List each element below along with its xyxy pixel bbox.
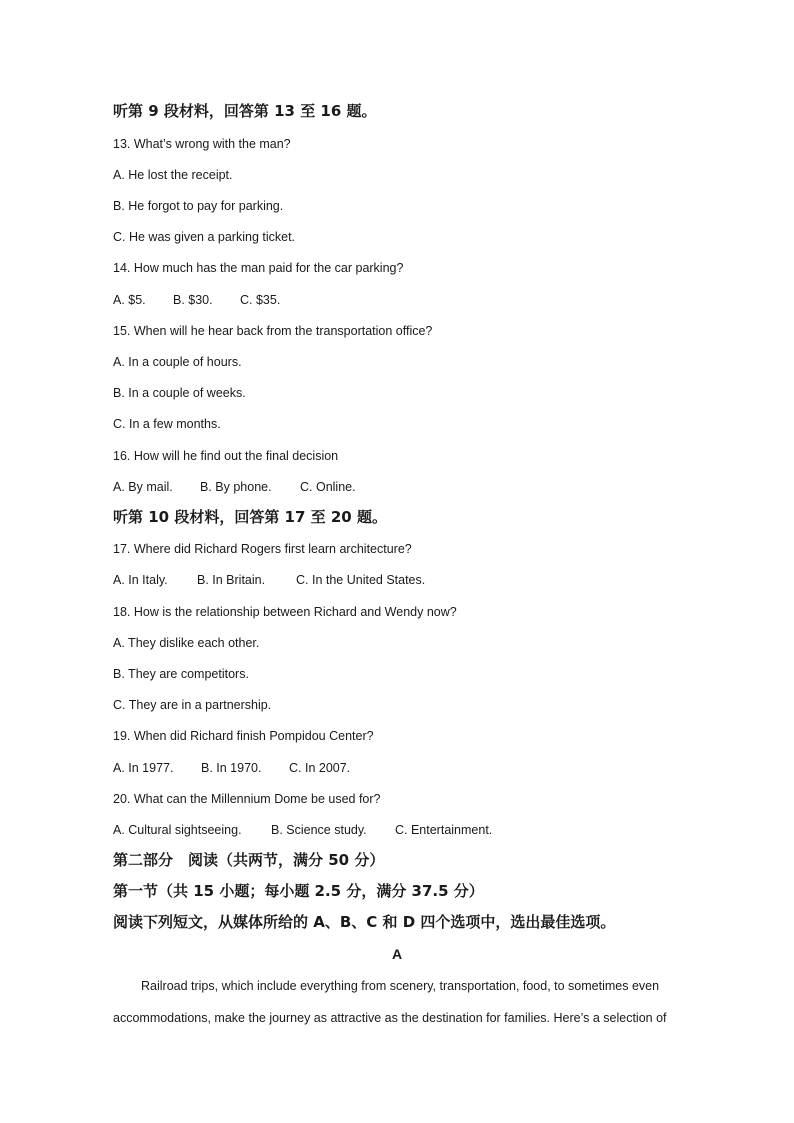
section-heading-10: 听第 10 段材料，回答第 17 至 20 题。 [113, 508, 387, 526]
options-14 [113, 292, 280, 308]
reading-instruction: 阅读下列短文，从媒体所给的 A、B、C 和 D 四个选项中，选出最佳选项。 [113, 913, 616, 931]
option-20b: B. Science study. [271, 823, 367, 837]
option-16a: A. By mail. [113, 480, 173, 494]
options-17 [113, 572, 425, 588]
part-two-title: 第二部分 阅读（共两节，满分 50 分） [113, 851, 385, 869]
option-16b: B. By phone. [200, 480, 272, 494]
option-17a: A. In Italy. [113, 573, 168, 587]
option-18c: C. They are in a partnership. [113, 698, 272, 712]
option-17c: C. In the United States. [296, 573, 426, 587]
option-17b: B. In Britain. [197, 573, 266, 587]
passage-label: A [391, 946, 403, 962]
option-15c: C. In a few months. [113, 417, 221, 431]
option-14a: A. $5. [113, 293, 146, 307]
passage-line-1: Railroad trips, which include everything from scenery, transportation, food, to sometimes even [141, 979, 660, 993]
question-16: 16. How will he find out the final decision [113, 449, 339, 463]
option-18b: B. They are competitors. [113, 667, 249, 681]
question-19: 19. When did Richard finish Pompidou Center? [113, 729, 374, 743]
option-14b: B. $30. [173, 293, 213, 307]
option-19a: A. In 1977. [113, 761, 174, 775]
option-19b: B. In 1970. [201, 761, 262, 775]
part-two-section-one: 第一节（共 15 小题；每小题 2.5 分，满分 37.5 分） [113, 882, 484, 900]
question-18: 18. How is the relationship between Richard and Wendy now? [113, 605, 457, 619]
question-20: 20. What can the Millennium Dome be used for? [113, 792, 381, 806]
options-16 [113, 479, 356, 495]
option-13c: C. He was given a parking ticket. [113, 230, 296, 244]
option-13b: B. He forgot to pay for parking. [113, 199, 284, 213]
option-15b: B. In a couple of weeks. [113, 386, 246, 400]
section-heading-9: 听第 9 段材料，回答第 13 至 16 题。 [113, 102, 377, 120]
question-13: 13. What’s wrong with the man? [113, 137, 291, 151]
option-15a: A. In a couple of hours. [113, 355, 242, 369]
option-18a: A. They dislike each other. [113, 636, 260, 650]
question-17: 17. Where did Richard Rogers first learn architecture? [113, 542, 412, 556]
passage-line-2: accommodations, make the journey as attractive as the destination for families. Here’s a selection of [113, 1011, 667, 1025]
option-20c: C. Entertainment. [395, 823, 493, 837]
option-13a: A. He lost the receipt. [113, 168, 233, 182]
option-16c: C. Online. [300, 480, 356, 494]
question-14: 14. How much has the man paid for the car parking? [113, 261, 404, 275]
options-19 [113, 760, 350, 776]
option-19c: C. In 2007. [289, 761, 351, 775]
option-20a: A. Cultural sightseeing. [113, 823, 242, 837]
options-20 [113, 822, 492, 838]
question-15: 15. When will he hear back from the transportation office? [113, 324, 433, 338]
option-14c: C. $35. [240, 293, 281, 307]
